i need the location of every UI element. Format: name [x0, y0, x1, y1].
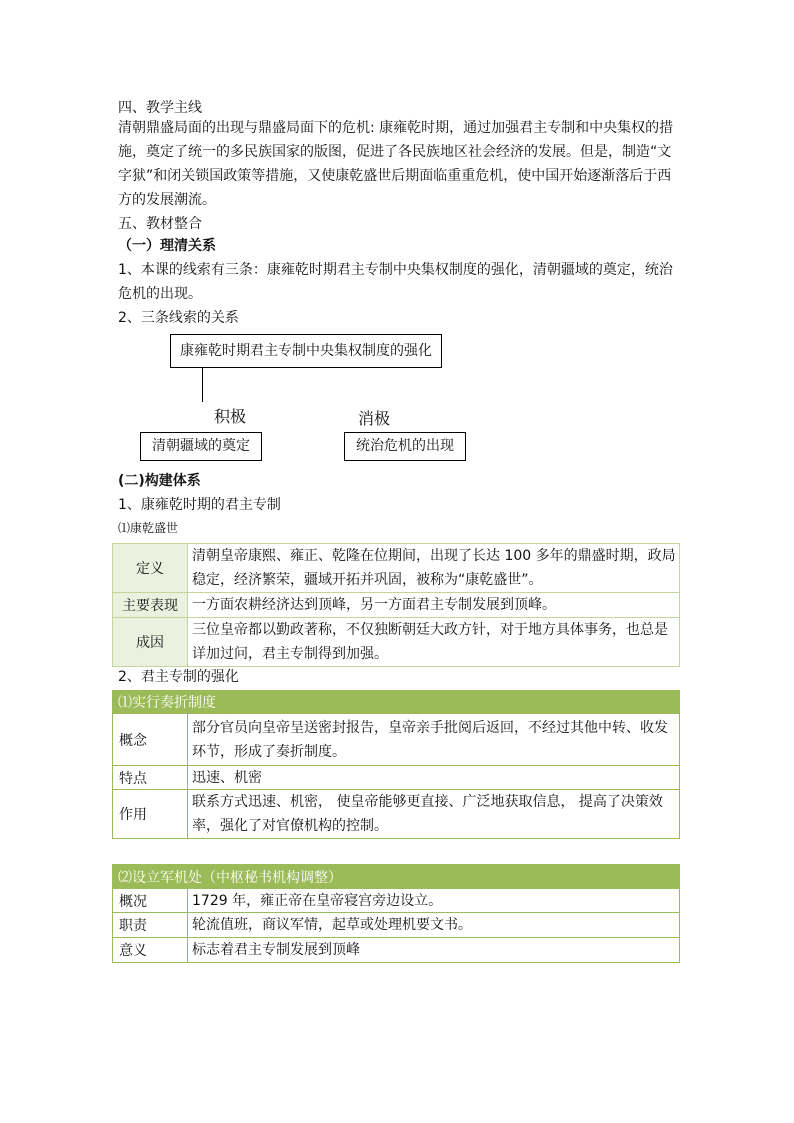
row-content: [188, 544, 679, 592]
table-row: [113, 544, 679, 592]
table-row: [113, 617, 679, 666]
row-label: 定义: [113, 544, 188, 592]
content-line: 轮流值班，商议军情，起草或处理机要文书。: [192, 917, 472, 933]
kangqian-table: [112, 543, 680, 667]
row-content: [188, 913, 679, 937]
paragraph-line: 施，奠定了统一的多民族国家的版图，促进了各民族地区社会经济的发展。但是，制造“文: [118, 144, 672, 160]
grand-council-table: [112, 864, 680, 963]
row-label: 职责: [113, 913, 188, 937]
row-content: [188, 618, 679, 666]
row-label: 概况: [113, 889, 188, 912]
table-row: [113, 888, 679, 912]
table-header: ⑵设立军机处（中枢秘书机构调整）: [113, 865, 679, 888]
row-content: [188, 790, 679, 838]
item-line: 2、君主专制的强化: [118, 669, 239, 685]
row-label: 意义: [113, 938, 188, 962]
table-row: [113, 713, 679, 765]
diagram-left-box: 清朝疆域的奠定: [140, 432, 262, 461]
memorial-system-table: [112, 690, 680, 839]
item-line: 1、康雍乾时期的君主专制: [118, 497, 281, 513]
section-heading-material-integration: 五、教材整合: [118, 216, 202, 232]
diagram-label-positive: 积极: [214, 407, 247, 426]
row-content: [188, 766, 679, 789]
table-row: [113, 765, 679, 789]
section-heading-teaching-mainline: 四、教学主线: [118, 100, 202, 116]
table-row: [113, 592, 679, 617]
content-line: 环节，形成了奏折制度。: [192, 743, 346, 760]
table-row: [113, 912, 679, 937]
item-line: 1、本课的线索有三条：康雍乾时期君主专制中央集权制度的强化，清朝疆域的奠定，统治: [118, 262, 673, 278]
row-content: [188, 593, 679, 617]
row-label: 概念: [113, 714, 188, 765]
row-label: 特点: [113, 766, 188, 789]
content-line: 稳定，经济繁荣，疆域开拓并巩固，被称为“康乾盛世”。: [192, 572, 543, 588]
row-label: 作用: [113, 790, 188, 838]
content-line: 三位皇帝都以勤政著称，不仅独断朝廷大政方针，对于地方具体事务，也总是: [192, 622, 668, 638]
paragraph-line: 字狱”和闭关锁国政策等措施，又使康乾盛世后期面临重重危机，使中国开始逐渐落后于西: [118, 168, 672, 184]
item-line: 2、三条线索的关系: [118, 310, 239, 326]
row-content: [188, 714, 679, 765]
row-label: 主要表现: [113, 593, 188, 617]
content-line: 迅速、机密: [192, 769, 262, 786]
content-line: 标志着君主专制发展到顶峰: [192, 942, 360, 958]
content-line: 清朝皇帝康熙、雍正、乾隆在位期间，出现了长达 100 多年的鼎盛时期，政局: [192, 548, 676, 564]
diagram-label-negative: 消极: [358, 409, 391, 428]
item-line: 危机的出现。: [118, 286, 202, 302]
table-row: [113, 789, 679, 838]
paragraph-line: 方的发展潮流。: [118, 192, 216, 208]
content-line: 一方面农耕经济达到顶峰，另一方面君主专制发展到顶峰。: [192, 597, 556, 613]
kangqian-title: ⑴康乾盛世: [118, 521, 179, 535]
content-line: 部分官员向皇帝呈送密封报告，皇帝亲手批阅后返回，不经过其他中转、收发: [192, 719, 668, 736]
row-content: [188, 938, 679, 962]
paragraph-line: 清朝鼎盛局面的出现与鼎盛局面下的危机: 康雍乾时期，通过加强君主专制和中央集权的措: [118, 120, 674, 136]
row-label: 成因: [113, 618, 188, 666]
content-line: 1729 年，雍正帝在皇帝寝宫旁边设立。: [192, 892, 443, 909]
content-line: 详加过问，君主专制得到加强。: [192, 646, 388, 662]
diagram-right-box: 统治危机的出现: [344, 432, 466, 461]
diagram-top-box: 康雍乾时期君主专制中央集权制度的强化: [170, 334, 442, 368]
content-line: 率，强化了对官僚机构的控制。: [192, 818, 388, 834]
row-content: [188, 889, 679, 912]
table-header: ⑴实行奏折制度: [113, 691, 679, 713]
subheading-clarify-relations: （一）理清关系: [118, 238, 216, 254]
subheading-build-system: (二)构建体系: [118, 473, 201, 489]
diagram-connector: [202, 367, 203, 402]
content-line: 联系方式迅速、机密， 使皇帝能够更直接、广泛地获取信息， 提高了决策效: [192, 794, 663, 810]
table-row: [113, 937, 679, 962]
